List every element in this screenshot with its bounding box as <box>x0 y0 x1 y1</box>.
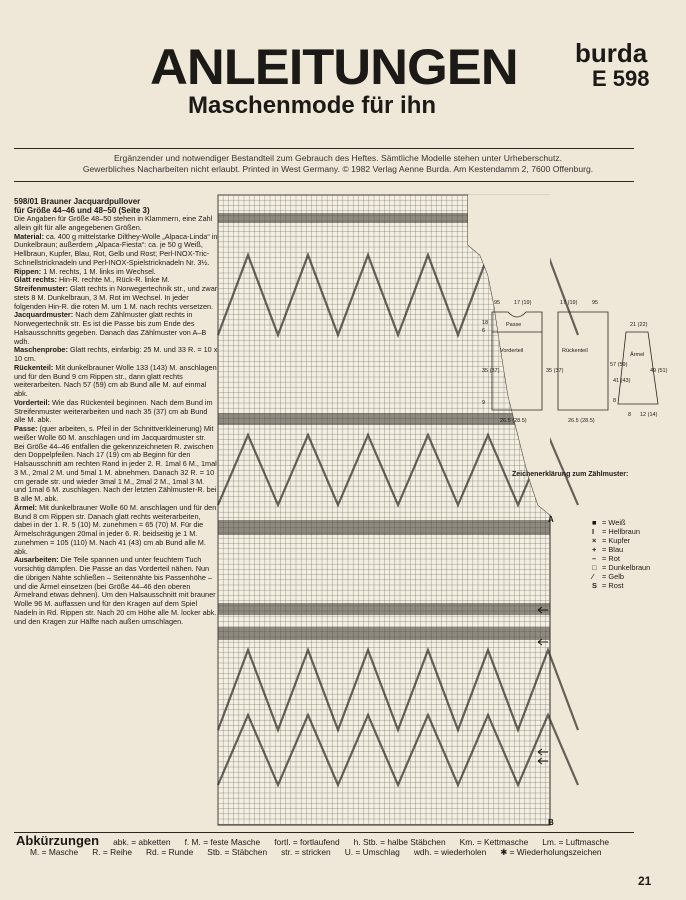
schema-r1: 57 (59) <box>610 362 628 368</box>
streifen-para: Streifenmuster: Glatt rechts in Norwegertechnik str., und zwar stets 8 M. Dunkelbraun, 3 M. Rot im Wechsel. In jeder folgenden Hin-R. die roten M. um 1 M. nach rechts versetzen. <box>14 284 218 311</box>
schema-b1: 26.5 (28.5) <box>500 418 527 424</box>
legend-symbol: – <box>592 554 597 563</box>
abbreviation: fortl. = fortlaufend <box>274 837 340 847</box>
header-rule-top <box>14 148 634 149</box>
abbreviation: f. M. = feste Masche <box>184 837 261 847</box>
abbreviation: Km. = Kettmasche <box>459 837 529 847</box>
legend-symbol: □ <box>592 563 597 572</box>
schema-a5: 8 <box>628 412 632 418</box>
abbreviation: R. = Reihe <box>92 847 132 857</box>
instructions-column <box>14 197 218 626</box>
legend-label: = Rot <box>602 554 620 563</box>
schema-a2: 49 (51) <box>650 368 668 374</box>
schema-h2: 6 <box>482 328 486 334</box>
legend-item <box>592 545 650 554</box>
rueckenteil-para: Rückenteil: Mit dunkelbrauner Wolle 133 (143) M. anschlagen und für den Bund 9 cm Rippen str., dann glatt rechts weiterarbeiten. Nach 57 (59) cm ab Bund alle M. auf einmal abk. <box>14 362 217 398</box>
legend-symbol: × <box>592 536 597 545</box>
legend-label: = Kupfer <box>602 536 631 545</box>
abbreviation: str. = stricken <box>281 847 331 857</box>
legend-title: Zeichenerklärung zum Zählmuster: <box>512 471 629 478</box>
abbreviations <box>16 833 666 857</box>
header-rule-bottom <box>14 181 634 182</box>
schema-b2: 26.5 (28.5) <box>568 418 595 424</box>
legend-item <box>592 527 650 536</box>
schema-h1: 18 <box>482 320 489 326</box>
chart-band <box>218 627 550 640</box>
abbreviations-title: Abkürzungen <box>16 833 100 848</box>
legend-item <box>592 554 650 563</box>
copyright-notice: Ergänzender und notwendiger Bestandteil zum Gebrauch des Heftes. Sämtliche Modelle stehen unter Urheberschutz. Gewerbliches Nacharbeiten nicht erlaubt. Printed in West Germany. © 1982 Verlag Aenne Burda. Am Kestendamm 2, 7600 Offenburg. <box>82 153 594 174</box>
pattern-schematic <box>480 292 668 432</box>
abbreviation: ✱ = Wiederholungszeichen <box>500 847 602 857</box>
schema-a3: 41 (43) <box>613 378 631 384</box>
chart-mark-a: A <box>548 515 554 524</box>
glatt-para: Glatt rechts: Hin-R. rechte M., Rück-R. linke M. <box>14 275 170 285</box>
schema-w1: 95 <box>494 300 501 306</box>
issue-code: E 598 <box>592 66 650 91</box>
schema-h3: 35 (37) <box>482 368 500 374</box>
subtitle: Maschenmode für ihn <box>188 92 437 119</box>
page-number: 21 <box>638 874 652 888</box>
main-title: ANLEITUNGEN <box>150 39 518 95</box>
legend-label: = Gelb <box>602 572 624 581</box>
legend-label: = Dunkelbraun <box>602 563 651 572</box>
legend-symbol: ∕ <box>592 572 594 581</box>
schema-w2: 17 (19) <box>514 300 532 306</box>
schema-a1: 21 (22) <box>630 322 648 328</box>
abbreviation: U. = Umschlag <box>344 847 400 857</box>
legend-item <box>592 572 650 581</box>
legend-label: = Blau <box>602 545 624 554</box>
abbreviation: M. = Masche <box>30 847 79 857</box>
jacquard-para: Jacquardmuster: Nach dem Zählmuster glatt rechts in Norwegertechnik str. Es ist die Passe bis zum Ende des Halsausschnitts gegeben. Danach das Zählmuster von A–B wdh. <box>14 310 207 346</box>
chart-band <box>218 603 550 615</box>
back-piece-outline <box>558 312 608 410</box>
schema-w3: 17 (19) <box>560 300 578 306</box>
vorderteil-para: Vorderteil: Wie das Rückenteil beginnen. Nach dem Bund im Streifenmuster weiterarbeiten und nach 35 (37) cm ab Bund alle M. abk. <box>14 397 213 425</box>
schema-passe-label: Passe <box>506 322 522 328</box>
abbreviation: abk. = abketten <box>113 837 171 847</box>
footer-rule <box>14 832 634 833</box>
passe-para: Passe: (quer arbeiten, s. Pfeil in der Schnittverkleinerung) Mit weißer Wolle 60 M. anschlagen und im Jacquardmuster str. Bei Größe 44–46 entfallen die gekennzeichneten R. zwischen den Doppelpfeilen. Nach 17 (19) cm ab Beginn für den Halsausschnitt am rechten Rand in jeder 2. R. 1mal 6 M., 1mal 3 M., 2mal 2 M. und 5mal 1 M. abnehmen. Danach 32 R. = 10 cm gerade str. und wieder 3mal 1 M., 2mal 2 M., 1mal 3 M. und 1mal 6 M. zuschlagen. Nach der letzten Zählmuster-R. bei B alle M. abk. <box>14 424 217 503</box>
aermel-para: Ärmel: Mit dunkelbrauner Wolle 60 M. anschlagen und für den Bund 8 cm Rippen str. Danach glatt rechts weiterarbeiten, dabei in der 1. R. 5 (10) M. zunehmen = 65 (70) M. Für die Ärmelschrägungen 20mal in jeder 6. R. beidseitig je 1 M. zunehmen = 105 (110) M. Nach 41 (43) cm ab Bund alle M. abk. <box>14 502 217 556</box>
size-note: Die Angaben für Größe 48–50 stehen in Klammern, eine Zahl allein gilt für alle angegebenen Größen. <box>14 214 213 232</box>
abbreviation: h. Stb. = halbe Stäbchen <box>353 837 446 847</box>
legend-item <box>592 563 650 572</box>
schema-r2: 35 (37) <box>546 368 564 374</box>
schema-back-label: Rückenteil <box>562 348 588 354</box>
rippen-para: Rippen: 1 M. rechts, 1 M. links im Wechsel. <box>14 266 156 276</box>
legend-label: = Hellbraun <box>602 527 641 536</box>
legend-item <box>592 536 650 545</box>
legend-symbol: + <box>592 545 597 554</box>
brand-logo: burda <box>575 38 648 68</box>
legend-label: = Rost <box>602 581 624 590</box>
abbreviation: Rd. = Runde <box>146 847 194 857</box>
schema-sleeve-label: Ärmel <box>630 352 645 358</box>
ausarbeiten-para: Ausarbeiten: Die Teile spannen und unter feuchtem Tuch vorsichtig dämpfen. Die Passe an das Vorderteil nähen. Nun die übrigen Nähte schließen – Seitennähte bis Passenhöhe – und die Ärmel einsetzen (bei Größe 44–46 den oberen Ärmelrand etwas dehnen). Um den Halsausschnitt mit brauner Wolle 96 M. auffassen und für den Kragen auf dem Spiel Nadeln in Rd. Rippen str. Nach 20 cm Höhe alle M. locker abk. und den Kragen zur Hälfte nach außen umschlagen. <box>14 555 217 626</box>
model-size: für Größe 44–46 und 48–50 (Seite 3) <box>14 206 150 215</box>
abbreviation: Stb. = Stäbchen <box>207 847 268 857</box>
chart-band <box>218 520 550 535</box>
legend-symbol: I <box>592 527 595 536</box>
schema-a4: 8 <box>613 398 617 404</box>
legend-label: = Weiß <box>602 518 626 527</box>
legend-item <box>592 581 650 590</box>
schema-w4: 95 <box>592 300 599 306</box>
material-para: Material: ca. 400 g mittelstarke Dilthey-Wolle „Alpaca-Linda“ in Dunkelbraun; außerdem „Alpaca-Fiesta“: ca. je 50 g Weiß, Hellbraun, Kupfer, Blau, Rot, Gelb und Rost; Perl-INOX-Tric-Schnellstricknadeln und Perl-INOX-Spielstricknadeln Nr. 3½. <box>14 231 218 267</box>
schema-front-label: Vorderteil <box>500 348 524 354</box>
abbreviation: wdh. = wiederholen <box>413 847 487 857</box>
schema-a6: 12 (14) <box>640 412 658 418</box>
model-heading: 598/01 Brauner Jacquardpullover <box>14 197 141 206</box>
abbreviations-row-2 <box>16 847 666 857</box>
chart-mark-b: B <box>548 818 554 827</box>
legend-symbol: S <box>592 581 597 590</box>
probe-para: Maschenprobe: Glatt rechts, einfarbig: 25 M. und 33 R. = 10 x 10 cm. <box>14 345 218 363</box>
color-legend <box>592 518 650 590</box>
legend-item <box>592 518 650 527</box>
abbreviations-row-1 <box>16 833 666 848</box>
abbreviation: Lm. = Luftmasche <box>542 837 610 847</box>
schema-h4: 9 <box>482 400 486 406</box>
legend-symbol: ■ <box>592 518 597 527</box>
knitting-chart <box>218 195 550 825</box>
